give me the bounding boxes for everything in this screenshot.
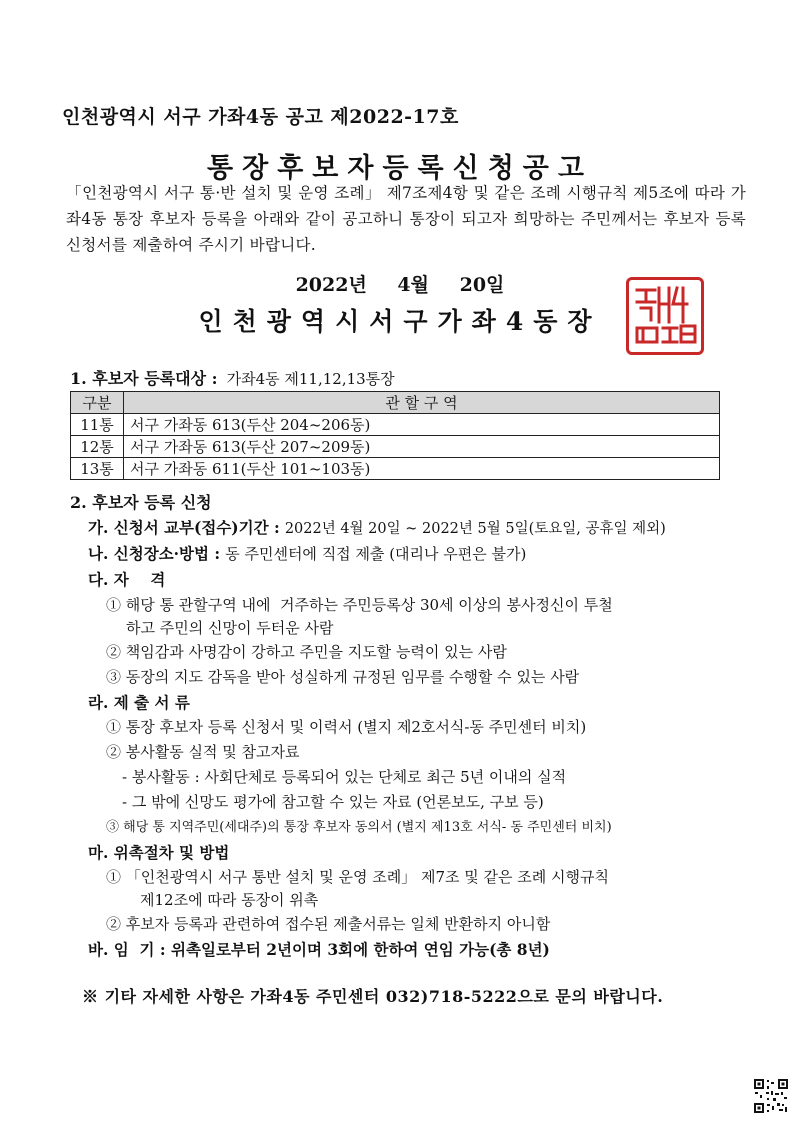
item-ra-label: 라. 제 출 서 류 xyxy=(88,693,190,712)
item-ma-label: 마. 위촉절차 및 방법 xyxy=(88,843,230,862)
notice-number: 인천광역시 서구 가좌4동 공고 제2022-17호 xyxy=(62,106,459,128)
item-ra-3: ③ 해당 통 지역주민(세대주)의 통장 후보자 동의서 (별지 제13호 서식- 동 주민센터 비치) xyxy=(106,820,612,835)
item-ga-value: 2022년 4월 20일 ~ 2022년 5월 5일(토요일, 공휴일 제외) xyxy=(284,521,666,537)
section1-line xyxy=(70,366,395,389)
section1-value: 가좌4동 제11,12,13통장 xyxy=(226,370,395,388)
item-da-2: ② 책임감과 사명감이 강하고 주민을 지도할 능력이 있는 사람 xyxy=(106,643,507,661)
table-header-row xyxy=(71,392,720,414)
table-cell-no: 13통 xyxy=(71,458,124,480)
table-cell-no: 11통 xyxy=(71,414,124,436)
area-table xyxy=(70,391,720,480)
table-cell-area: 서구 가좌동 611(두산 101~103동) xyxy=(124,458,720,480)
table-header-division: 구분 xyxy=(71,392,124,414)
item-da-label: 다. 자 격 xyxy=(88,570,166,589)
item-ma-1a: ① 「인천광역시 서구 통반 설치 및 운영 조례」 제7조 및 같은 조례 시행규칙 xyxy=(106,868,609,886)
item-ga-label: 가. 신청서 교부(접수)기간 : xyxy=(88,518,280,537)
section1-label: 1. 후보자 등록대상 : xyxy=(70,369,218,388)
item-ga xyxy=(88,516,666,538)
item-na-label: 나. 신청장소·방법 : xyxy=(88,544,221,563)
table-cell-area: 서구 가좌동 613(두산 207~209동) xyxy=(124,436,720,458)
page-title: 통장후보자등록신청공고 xyxy=(207,153,593,184)
notice-date: 2022년 4월 20일 xyxy=(295,274,505,296)
table-cell-no: 12통 xyxy=(71,436,124,458)
item-ra-1: ① 통장 후보자 등록 신청서 및 이력서 (별지 제2호서식-동 주민센터 비치) xyxy=(106,718,587,736)
item-da-3: ③ 동장의 지도 감독을 받아 성실하게 규정된 임무를 수행할 수 있는 사람 xyxy=(106,668,580,686)
section2-title: 2. 후보자 등록 신청 xyxy=(70,493,212,512)
item-na xyxy=(88,542,526,564)
item-ra-2b: - 그 밖에 신망도 평가에 참고할 수 있는 자료 (언론보도, 구보 등) xyxy=(122,793,544,811)
item-da-1b: 하고 주민의 신망이 두터운 사람 xyxy=(126,619,334,637)
item-ba: 바. 임 기 : 위촉일로부터 2년이며 3회에 한하여 연임 가능(총 8년) xyxy=(88,940,550,959)
intro-paragraph: 「인천광역시 서구 통·반 설치 및 운영 조례」 제7조제4항 및 같은 조례 시행규칙 제5조에 따라 가좌4동 통장 후보자 등록을 아래와 같이 공고하니 통장이 되고자 희망하는 주민께서는 후보자 등록신청서를 제출하여 주시기 바랍니다. xyxy=(66,184,746,254)
contact-footnote: ※ 기타 자세한 사항은 가좌4동 주민센터 032)718-5222으로 문의 바랍니다. xyxy=(82,987,664,1006)
table-row xyxy=(71,414,720,436)
official-seal-icon xyxy=(626,277,704,355)
item-na-value: 동 주민센터에 직접 제출 (대리나 우편은 불가) xyxy=(225,545,527,563)
item-ra-2a: - 봉사활동 : 사회단체로 등록되어 있는 단체로 최근 5년 이내의 실적 xyxy=(122,768,567,786)
table-header-area: 관 할 구 역 xyxy=(124,392,720,414)
item-ra-2: ② 봉사활동 실적 및 참고자료 xyxy=(106,743,300,761)
issuing-office: 인천광역시서구가좌4동장 xyxy=(198,307,602,336)
item-ma-2: ② 후보자 등록과 관련하여 접수된 제출서류는 일체 반환하지 아니함 xyxy=(106,915,551,933)
table-cell-area: 서구 가좌동 613(두산 204~206동) xyxy=(124,414,720,436)
item-ma-1b: 제12조에 따라 동장이 위촉 xyxy=(140,891,319,909)
item-da-1a: ① 해당 통 관할구역 내에 거주하는 주민등록상 30세 이상의 봉사정신이 투철 xyxy=(106,596,613,614)
table-row xyxy=(71,436,720,458)
table-row xyxy=(71,458,720,480)
qr-code-icon xyxy=(753,1078,789,1114)
